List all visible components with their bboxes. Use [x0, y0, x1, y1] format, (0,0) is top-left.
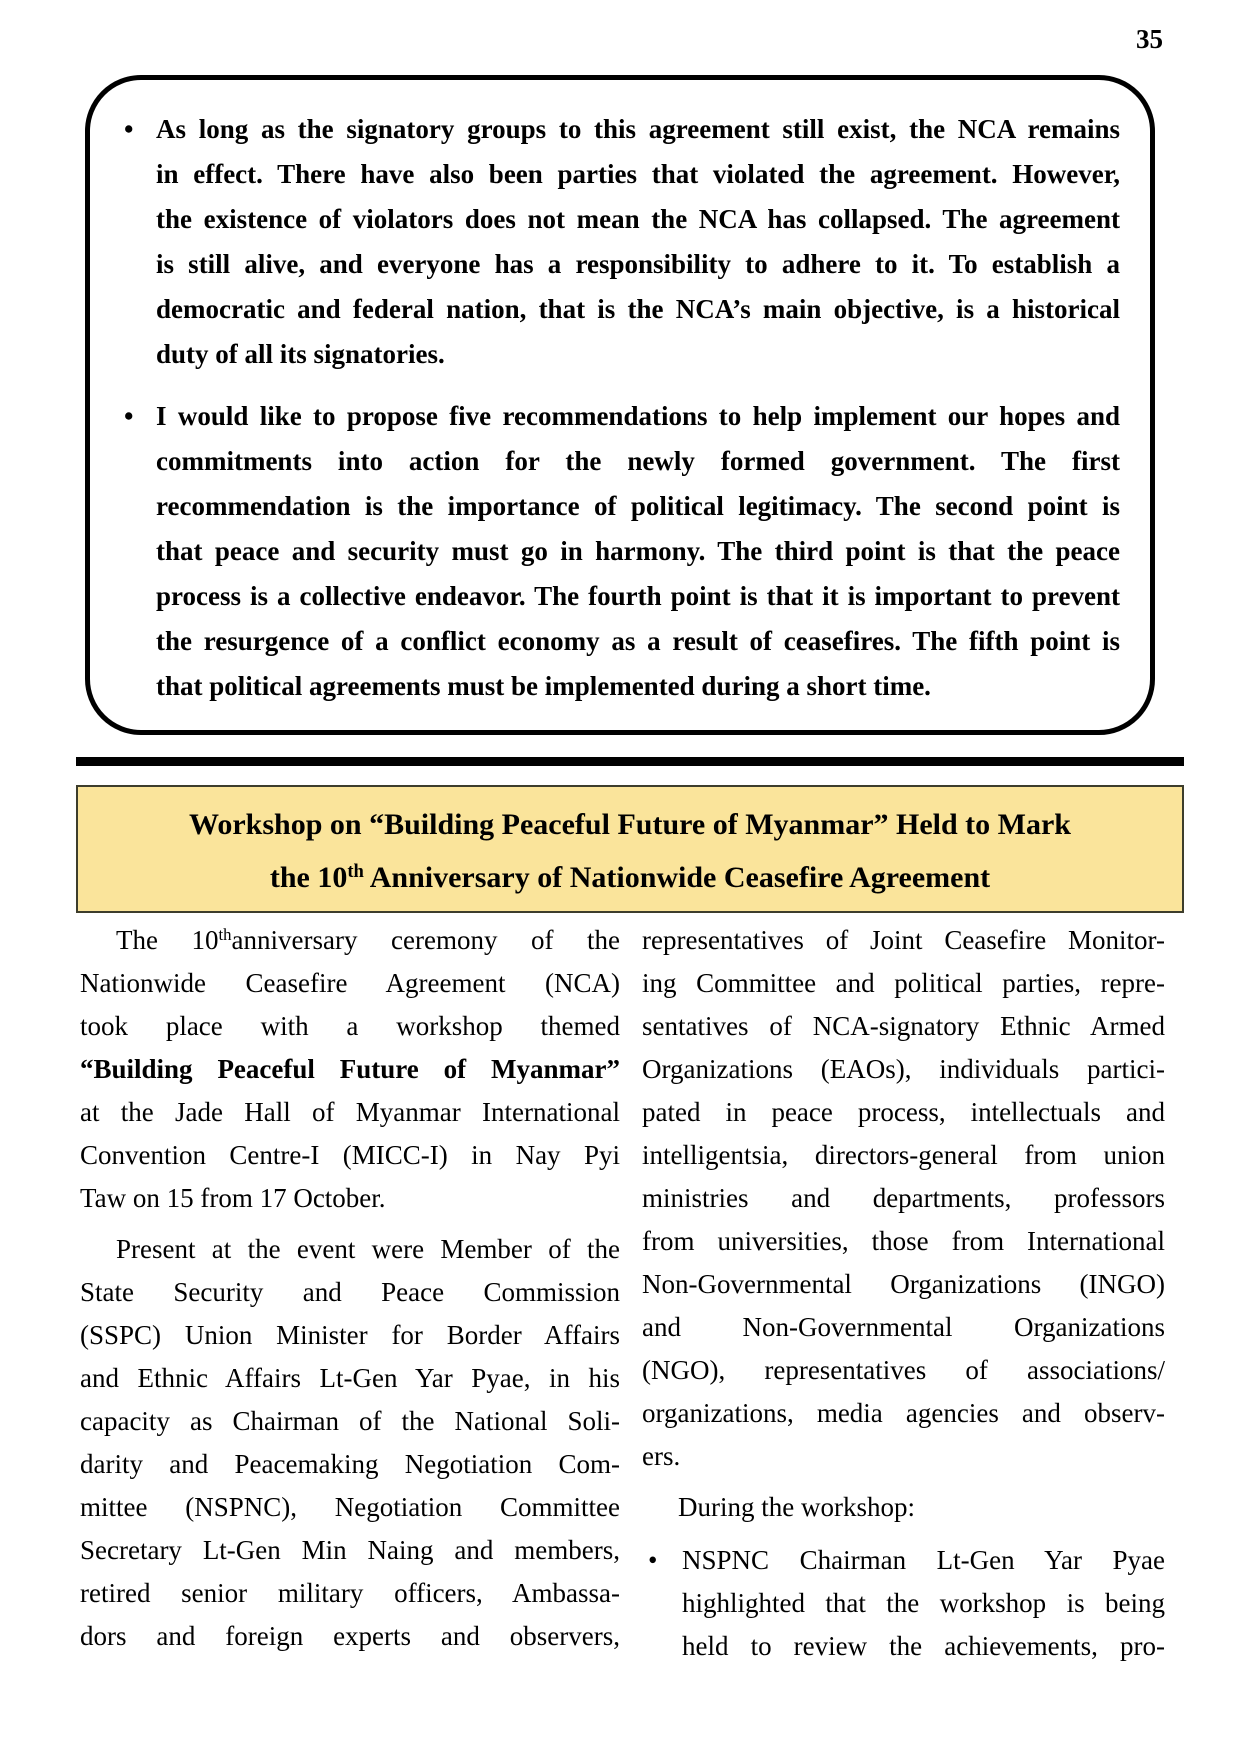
text-line: and Non-Governmental Organizations: [642, 1312, 1165, 1342]
text-line: that political agreements must be implemented during a short time.: [156, 671, 931, 701]
article-bullet-1: [642, 1539, 1165, 1668]
text-line: ers.: [642, 1441, 681, 1471]
text-line: representatives of Joint Ceasefire Monitor-: [642, 925, 1165, 955]
right-column: [642, 919, 1165, 1668]
bullet-marker: •: [124, 401, 134, 431]
text-line: During the workshop:: [678, 1492, 915, 1522]
text-line: recommendation is the importance of political legitimacy. The second point is: [156, 491, 1120, 521]
text-line: in effect. There have also been parties that violated the agreement. However,: [156, 159, 1120, 189]
paragraph-3: [642, 919, 1165, 1478]
text-line: ing Committee and political parties, repre-: [642, 968, 1165, 998]
text-line: and Ethnic Affairs Lt-Gen Yar Pyae, in his: [80, 1363, 620, 1393]
text-line: The 10thanniversary ceremony of the: [116, 924, 620, 955]
bullet-marker: •: [124, 114, 134, 144]
column-gutter: [620, 919, 642, 1668]
section-divider-rule: [76, 757, 1184, 766]
article-title-line-2: the 10th Anniversary of Nationwide Ceasefire Agreement: [269, 860, 991, 894]
text-line: is still alive, and everyone has a responsibility to adhere to it. To establish a: [156, 249, 1120, 279]
article-title-banner: [76, 785, 1184, 913]
text-line: Secretary Lt-Gen Min Naing and members,: [80, 1535, 620, 1565]
text-line: democratic and federal nation, that is the NCA’s main objective, is a historical: [156, 294, 1120, 324]
article-title-line-1: Workshop on “Building Peaceful Future of Myanmar” Held to Mark: [189, 808, 1071, 841]
paragraph-2: [80, 1228, 620, 1658]
article-bullet-1-text: [682, 1539, 1165, 1668]
summary-bullet-2-text: [156, 394, 1120, 709]
text-line: held to review the achievements, pro-: [682, 1631, 1165, 1661]
text-line: darity and Peacemaking Negotiation Com-: [80, 1449, 620, 1479]
text-line: pated in peace process, intellectuals and: [642, 1097, 1165, 1127]
ordinal-superscript: th: [218, 924, 232, 944]
text-line: I would like to propose five recommendations to help implement our hopes and: [156, 401, 1120, 431]
summary-bullet-1: [114, 107, 1120, 377]
page-number: 35: [1136, 24, 1163, 54]
text-line: State Security and Peace Commission: [80, 1277, 620, 1307]
text-line: took place with a workshop themed: [80, 1011, 620, 1041]
summary-bullet-2: [114, 394, 1120, 709]
text-line: Present at the event were Member of the: [116, 1234, 620, 1264]
text-line: commitments into action for the newly formed government. The first: [156, 446, 1120, 476]
paragraph-1: [80, 919, 620, 1220]
text-line: Nationwide Ceasefire Agreement (NCA): [80, 968, 620, 998]
text-line: the existence of violators does not mean the NCA has collapsed. The agreement: [156, 204, 1120, 234]
text-line: capacity as Chairman of the National Soli-: [80, 1406, 620, 1436]
text-line: sentatives of NCA-signatory Ethnic Armed: [642, 1011, 1165, 1041]
text-line: As long as the signatory groups to this agreement still exist, the NCA remains: [156, 114, 1120, 144]
text-line: Organizations (EAOs), individuals partici-: [642, 1054, 1165, 1084]
text-line: at the Jade Hall of Myanmar International: [80, 1097, 620, 1127]
text-line: intelligentsia, directors-general from union: [642, 1140, 1165, 1170]
summary-bullet-1-text: [156, 107, 1120, 377]
text-line: from universities, those from International: [642, 1226, 1165, 1256]
text-line: process is a collective endeavor. The fourth point is that it is important to prevent: [156, 581, 1120, 611]
text-line: retired senior military officers, Ambassa-: [80, 1578, 620, 1608]
article-body: [80, 919, 1165, 1668]
text-line: mittee (NSPNC), Negotiation Committee: [80, 1492, 620, 1522]
text-line: ministries and departments, professors: [642, 1183, 1165, 1213]
text-line: duty of all its signatories.: [156, 339, 445, 369]
bullet-marker: •: [648, 1545, 658, 1575]
paragraph-4: [642, 1486, 1165, 1529]
text-line: the resurgence of a conflict economy as a result of ceasefires. The fifth point is: [156, 626, 1120, 656]
summary-box: [85, 75, 1155, 735]
text-line-bold: “Building Peaceful Future of Myanmar”: [80, 1054, 620, 1084]
ordinal-superscript: th: [347, 860, 364, 882]
text-line: (NGO), representatives of associations/: [642, 1355, 1165, 1385]
text-line: highlighted that the workshop is being: [682, 1588, 1165, 1618]
text-line: Non-Governmental Organizations (INGO): [642, 1269, 1165, 1299]
text-line: that peace and security must go in harmony. The third point is that the peace: [156, 536, 1120, 566]
text-line: Convention Centre-I (MICC-I) in Nay Pyi: [80, 1140, 620, 1170]
text-line: Taw on 15 from 17 October.: [80, 1183, 386, 1213]
text-line: (SSPC) Union Minister for Border Affairs: [80, 1320, 620, 1350]
text-line: NSPNC Chairman Lt-Gen Yar Pyae: [682, 1545, 1165, 1575]
text-line: organizations, media agencies and observ-: [642, 1398, 1165, 1428]
left-column: [80, 919, 620, 1668]
text-line: dors and foreign experts and observers,: [80, 1621, 620, 1651]
